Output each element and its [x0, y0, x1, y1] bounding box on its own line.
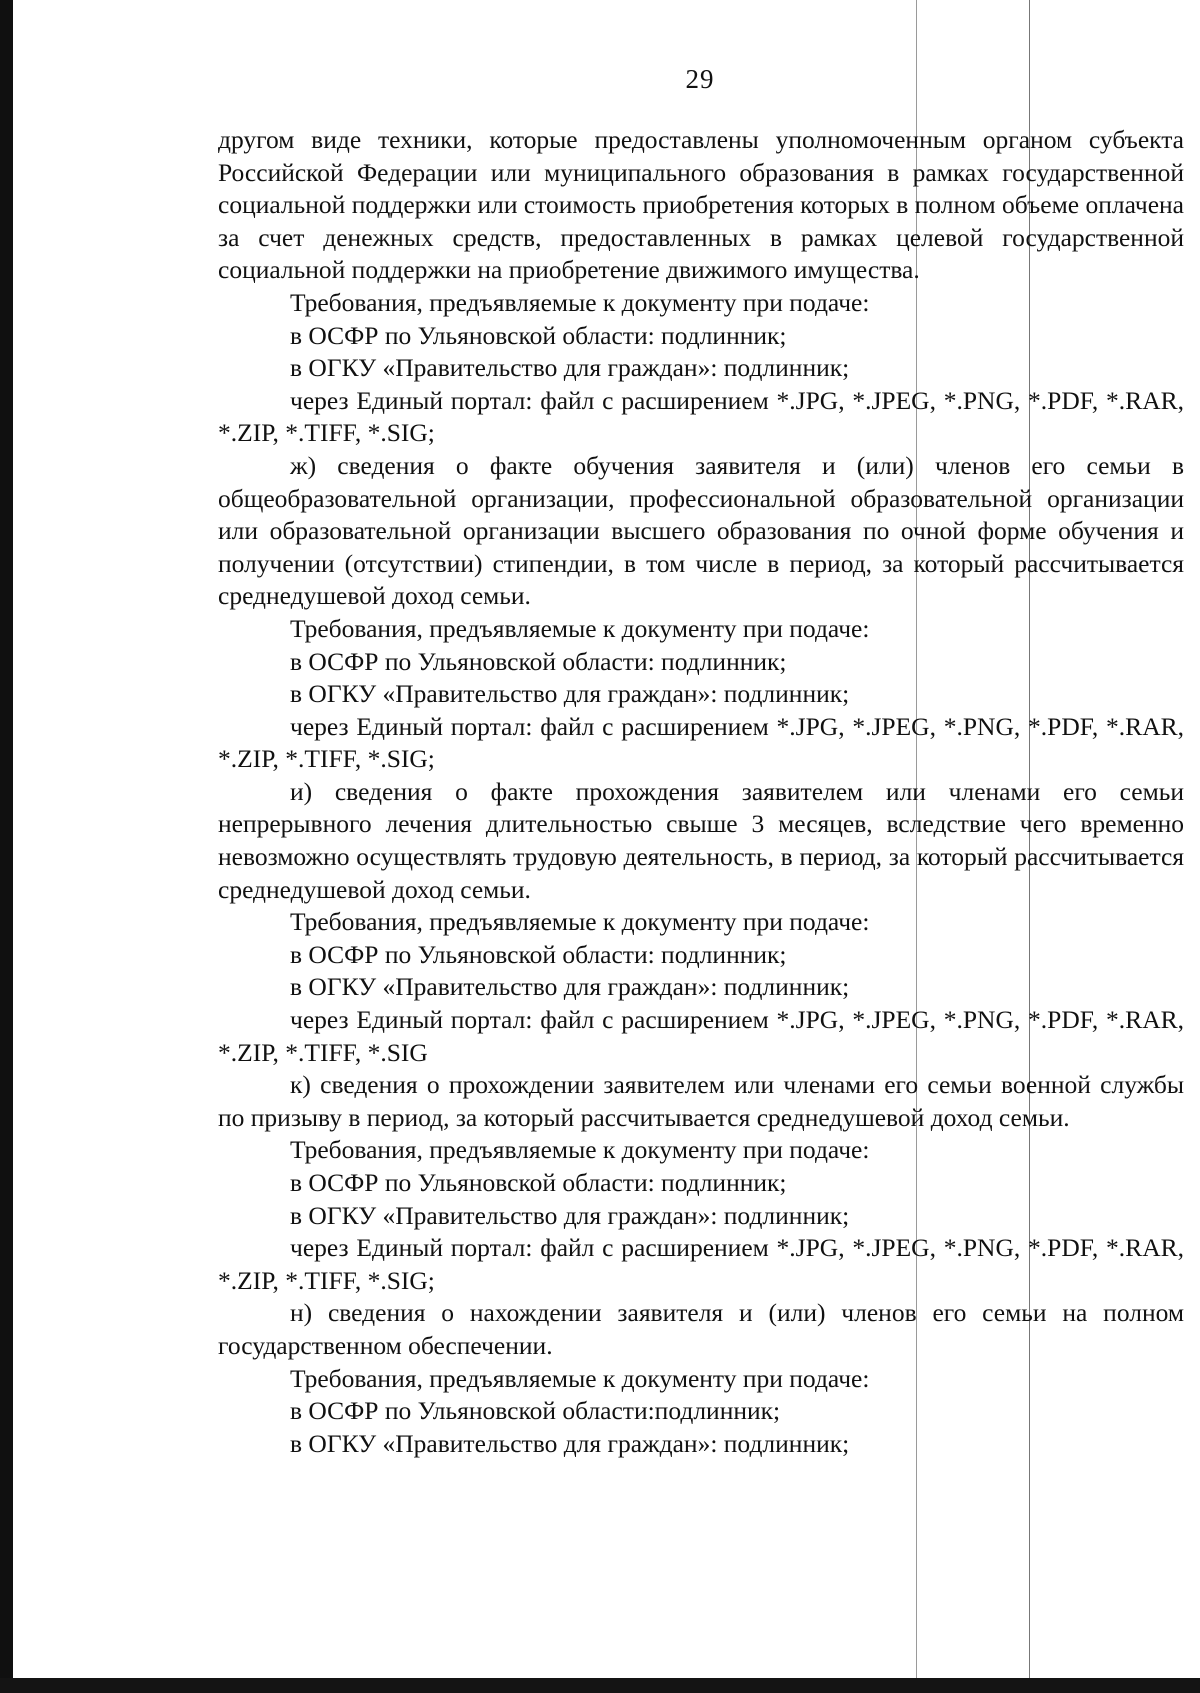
paragraph: в ОСФР по Ульяновской области: подлинник; [290, 1168, 787, 1197]
paragraph: Требования, предъявляемые к документу при подаче: [290, 287, 870, 317]
paragraph: в ОГКУ «Правительство для граждан»: подлинник; [290, 972, 850, 1002]
paragraph: и) сведения о факте прохождения заявителем или членами его семьи непрерывного лечения длительностью свыше 3 месяцев, вследствие чего временно невозможно осуществлять трудовую деятельность, в период, за который рассчитывается среднедушевой доход семьи. [218, 776, 1184, 904]
paragraph: н) сведения о нахождении заявителя и (или) членов его семьи на полном государственном обеспечении. [218, 1298, 1184, 1360]
paragraph: в ОСФР по Ульяновской области:подлинник; [290, 1396, 781, 1426]
paragraph: в ОГКУ «Правительство для граждан»: подлинник; [290, 1428, 850, 1458]
paragraph: Требования, предъявляемые к документу при подаче: [290, 1363, 870, 1393]
paragraph: другом виде техники, которые предоставлены уполномоченным органом субъекта Российской Федерации или муниципального образования в рамках государственной социальной поддержки или стоимость приобретения которых в полном объеме оплачена за счет денежных средств, предоставленных в рамках целевой государственной социальной поддержки на приобретение движимого имущества. [218, 125, 1184, 285]
paragraph: Требования, предъявляемые к документу при подаче: [290, 907, 870, 937]
paragraph: в ОГКУ «Правительство для граждан»: подлинник; [290, 679, 850, 709]
paragraph: через Единый портал: файл с расширением *.JPG, *.JPEG, *.PNG, *.PDF, *.RAR, *.ZIP, *.TIFF, *.SIG; [218, 1233, 1184, 1295]
paragraph: Требования, предъявляемые к документу при подаче: [290, 1135, 870, 1165]
paragraph: к) сведения о прохождении заявителем или членами его семьи военной службы по призыву в период, за который рассчитывается среднедушевой доход семьи. [218, 1070, 1184, 1132]
paragraph: ж) сведения о факте обучения заявителя и (или) членов его семьи в общеобразовательной организации, профессиональной образовательной организации или образовательной организации высшего образования по очной форме обучения и получении (отсутствии) стипендии, в том числе в период, за который рассчитывается среднедушевой доход семьи. [218, 450, 1184, 611]
paragraph: через Единый портал: файл с расширением *.JPG, *.JPEG, *.PNG, *.PDF, *.RAR, *.ZIP, *.TIFF, *.SIG; [218, 385, 1184, 448]
paragraph: в ОСФР по Ульяновской области: подлинник; [290, 939, 787, 969]
paragraph: через Единый портал: файл с расширением *.JPG, *.JPEG, *.PNG, *.PDF, *.RAR, *.ZIP, *.TIFF, *.SIG; [218, 711, 1184, 774]
paragraph: в ОГКУ «Правительство для граждан»: подлинник; [290, 1200, 850, 1230]
page-number: 29 [685, 64, 715, 94]
paragraph: Требования, предъявляемые к документу при подаче: [290, 613, 870, 643]
paragraph: в ОСФР по Ульяновской области: подлинник; [290, 646, 787, 676]
paragraph: через Единый портал: файл с расширением *.JPG, *.JPEG, *.PNG, *.PDF, *.RAR, *.ZIP, *.TIFF, *.SIG [218, 1005, 1184, 1067]
paragraph: в ОСФР по Ульяновской области: подлинник; [290, 320, 787, 350]
document-body [218, 124, 1184, 1460]
paragraph: в ОГКУ «Правительство для граждан»: подлинник; [290, 353, 850, 383]
